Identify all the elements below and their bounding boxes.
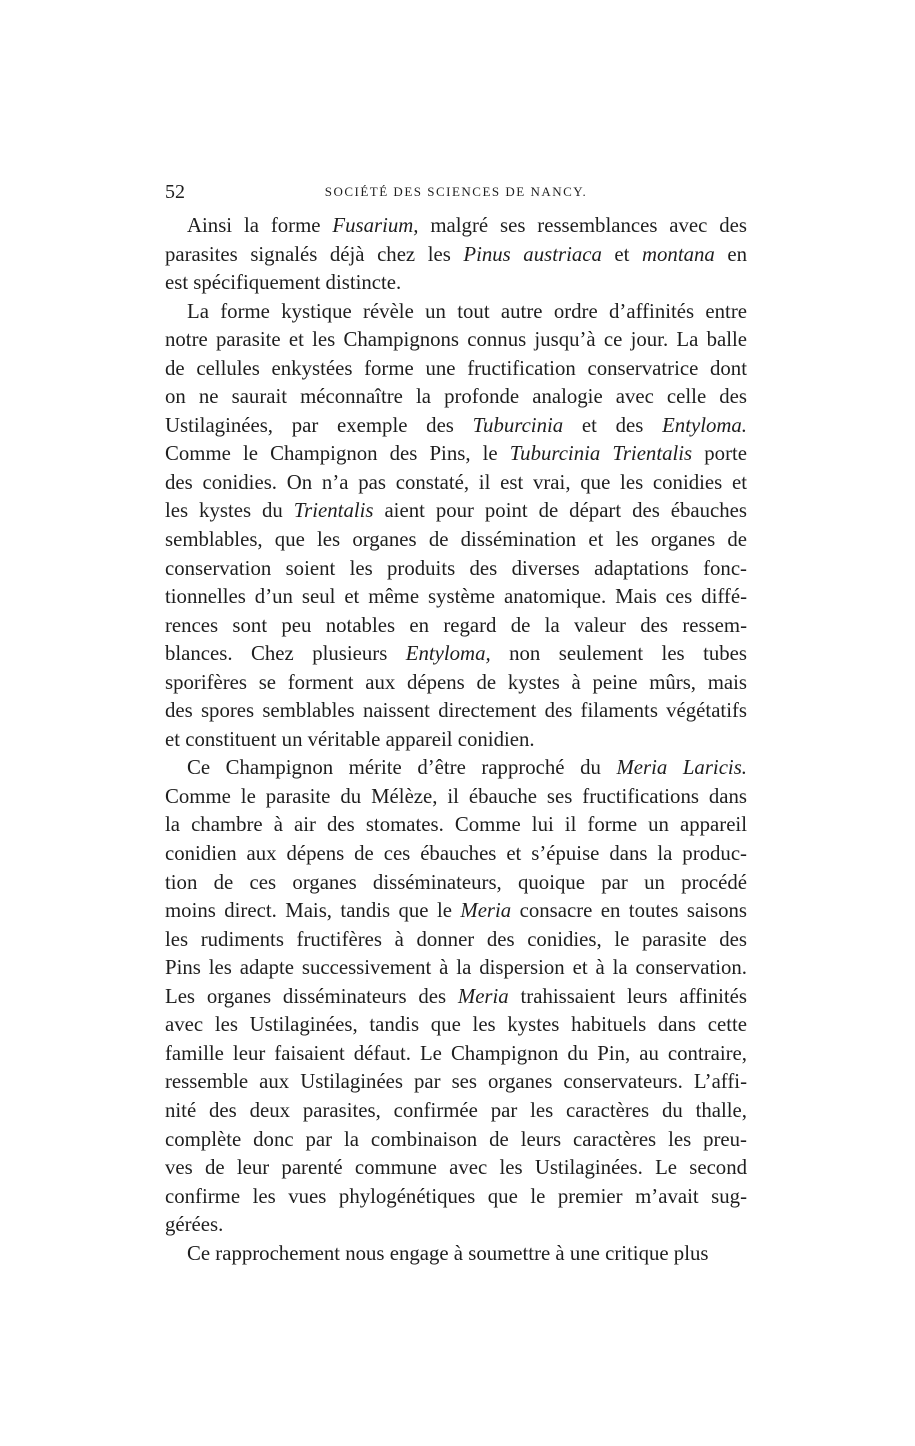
text-run: et	[601, 242, 642, 266]
text-run: Comme le parasite du Mélèze, il ébauche ses fructifications dans	[165, 784, 747, 808]
text-line	[165, 497, 747, 526]
italic-term: Fusarium,	[332, 214, 419, 237]
text-run: des spores semblables naissent directement des filaments végétatifs	[165, 699, 747, 723]
text-run: des conidies. On n’a pas constaté, il est vrai, que les conidies et	[165, 470, 747, 494]
italic-term: montana	[642, 242, 715, 266]
text-line	[165, 1154, 747, 1183]
text-line	[165, 526, 747, 555]
text-run: Pins les adapte successivement à la dispersion et à la conservation.	[165, 956, 747, 980]
text-run: Les organes disséminateurs des	[165, 984, 458, 1008]
italic-term: Entyloma.	[662, 413, 747, 437]
text-line	[165, 983, 747, 1012]
text-line	[165, 298, 747, 327]
paragraph	[165, 754, 747, 1239]
page-number: 52	[165, 181, 185, 203]
text-run: la chambre à air des stomates. Comme lui il forme un appareil	[165, 813, 747, 837]
text-run: ves de leur parenté commune avec les Ustilaginées. Le second	[165, 1156, 747, 1180]
paragraph	[165, 1240, 747, 1269]
text-line	[165, 697, 747, 726]
text-line	[165, 269, 747, 298]
paragraph	[165, 212, 747, 298]
text-run: sporifères se forment aux dépens de kystes à peine mûrs, mais	[165, 670, 747, 694]
text-run: conservation soient les produits des diverses adaptations fonc-	[165, 556, 747, 580]
text-run: famille leur faisaient défaut. Le Champignon du Pin, au contraire,	[165, 1041, 747, 1065]
text-line	[165, 326, 747, 355]
text-line	[165, 241, 747, 270]
text-line	[165, 383, 747, 412]
text-run: Ustilaginées, par exemple des	[165, 413, 473, 437]
text-run: est spécifiquement distincte.	[165, 271, 402, 295]
text-line	[165, 1183, 747, 1212]
text-line	[165, 1211, 747, 1240]
text-run: parasites signalés déjà chez les	[165, 242, 464, 266]
text-line	[165, 954, 747, 983]
italic-term: Tuburcinia Trientalis	[509, 442, 693, 466]
text-run: blances. Chez plusieurs	[165, 642, 406, 666]
text-run: semblables, que les organes de dissémination et les organes de	[165, 528, 747, 552]
italic-term: Meria	[460, 899, 512, 923]
text-run: ressemble aux Ustilaginées par ses organes conservateurs. L’affi-	[165, 1070, 747, 1094]
text-line	[165, 583, 747, 612]
text-run: notre parasite et les Champignons connus jusqu’à ce jour. La balle	[165, 328, 747, 352]
text-line	[165, 555, 747, 584]
text-run: on ne saurait méconnaître la profonde analogie avec celle des	[165, 385, 747, 409]
text-run: Comme le Champignon des Pins, le	[165, 442, 510, 466]
text-run: nité des deux parasites, confirmée par les caractères du thalle,	[165, 1098, 747, 1122]
text-line	[165, 440, 747, 469]
text-line	[165, 869, 747, 898]
italic-term: Meria Laricis.	[616, 756, 747, 780]
text-run: et des	[563, 413, 663, 437]
text-line	[165, 1240, 747, 1269]
text-run: complète donc par la combinaison de leurs caractères les preu-	[165, 1127, 747, 1151]
text-run: tion de ces organes disséminateurs, quoique par un procédé	[165, 870, 747, 894]
text-run: confirme les vues phylogénétiques que le premier m’avait sug-	[165, 1184, 747, 1208]
italic-term: Pinus austriaca	[463, 242, 602, 266]
text-run: de cellules enkystées forme une fructification conservatrice dont	[165, 356, 747, 380]
text-line	[165, 783, 747, 812]
text-run: avec les Ustilaginées, tandis que les kystes habituels dans cette	[165, 1013, 747, 1037]
italic-term: Entyloma,	[405, 642, 491, 666]
text-run: porte	[692, 442, 748, 466]
text-run: Ainsi la forme	[187, 214, 333, 237]
text-run: rences sont peu notables en regard de la valeur des ressem-	[165, 613, 747, 637]
paragraph	[165, 298, 747, 755]
text-run: tionnelles d’un seul et même système anatomique. Mais ces diffé-	[165, 585, 747, 609]
text-run: malgré ses ressemblances avec des	[418, 214, 747, 237]
text-line	[165, 640, 747, 669]
text-run: Ce rapprochement nous engage à soumettre à une critique plus	[187, 1241, 709, 1265]
text-run: aient pour point de départ des ébauches	[373, 499, 747, 523]
text-line	[165, 897, 747, 926]
text-line	[165, 926, 747, 955]
text-line	[165, 1126, 747, 1155]
text-run: Ce Champignon mérite d’être rapproché du	[187, 756, 617, 780]
text-line	[165, 840, 747, 869]
text-line	[165, 212, 747, 241]
running-title: SOCIÉTÉ DES SCIENCES DE NANCY.	[324, 184, 588, 199]
text-line	[165, 1068, 747, 1097]
text-line	[165, 1011, 747, 1040]
text-line	[165, 811, 747, 840]
text-line	[165, 469, 747, 498]
text-run: et constituent un véritable appareil conidien.	[165, 727, 535, 751]
text-line	[165, 754, 747, 783]
text-run: La forme kystique révèle un tout autre ordre d’affinités entre	[187, 299, 747, 323]
text-line	[165, 412, 747, 441]
text-run: conidien aux dépens de ces ébauches et s’épuise dans la produc-	[165, 842, 747, 866]
text-line	[165, 669, 747, 698]
italic-term: Trientalis	[293, 499, 374, 523]
text-line	[165, 355, 747, 384]
text-run: consacre en toutes saisons	[511, 899, 747, 923]
text-run: en	[714, 242, 747, 266]
body-text	[165, 212, 747, 1268]
italic-term: Tuburcinia	[472, 413, 564, 437]
text-line	[165, 1040, 747, 1069]
italic-term: Meria	[457, 984, 509, 1008]
text-run: gérées.	[165, 1213, 224, 1237]
text-run: trahissaient leurs affinités	[508, 984, 748, 1008]
text-run: les rudiments fructifères à donner des conidies, le parasite des	[165, 927, 747, 951]
text-run: moins direct. Mais, tandis que le	[165, 899, 461, 923]
running-head	[165, 180, 747, 204]
text-line	[165, 1097, 747, 1126]
text-run: les kystes du	[165, 499, 294, 523]
text-line	[165, 726, 747, 755]
text-line	[165, 612, 747, 641]
text-run: non seulement les tubes	[490, 642, 748, 666]
